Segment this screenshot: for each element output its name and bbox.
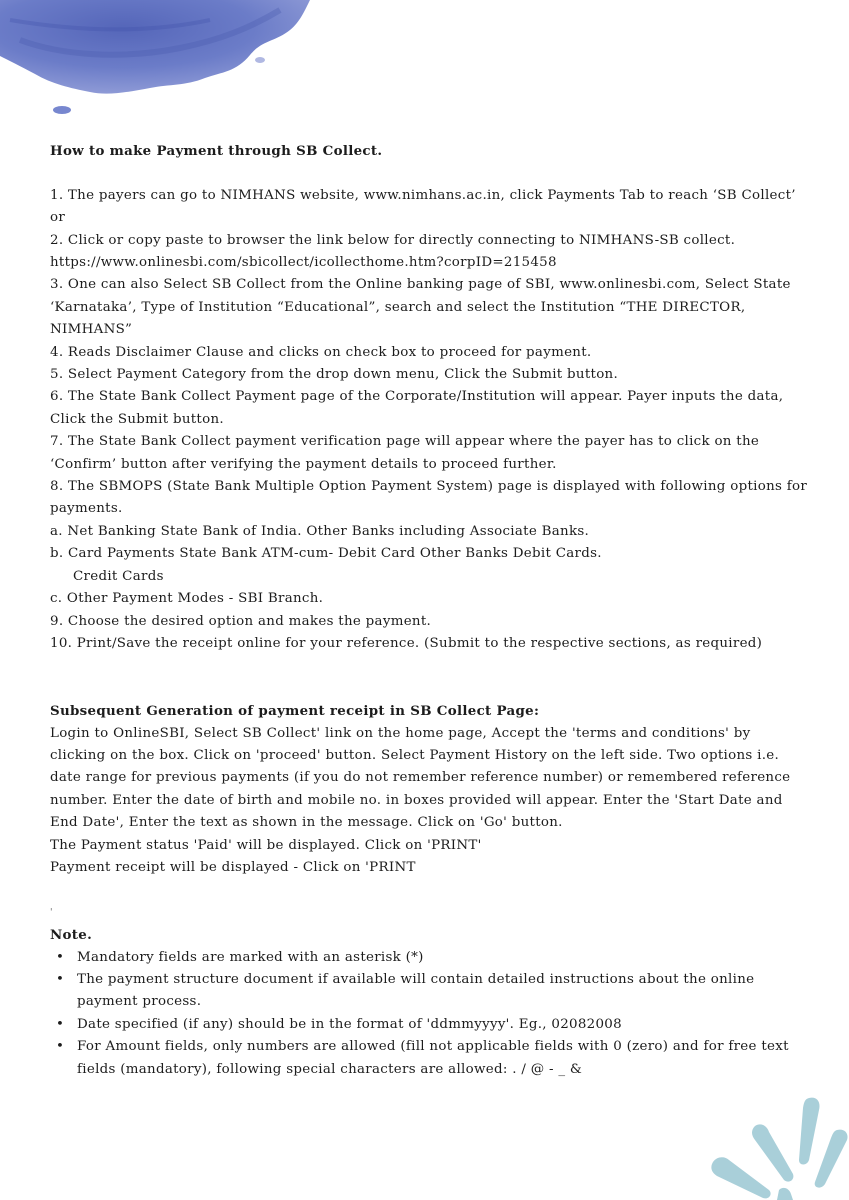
note-text: For Amount fields, only numbers are allowed (fill not applicable fields with 0 (zero) and for free text fields (mandatory), following special characters are allowed: . / @ - _ & <box>77 1039 789 1077</box>
step-10: 10. Print/Save the receipt online for your reference. (Submit to the respective sections, as required) <box>50 635 763 651</box>
step-1: 1. The payers can go to NIMHANS website, www.nimhans.ac.in, click Payments Tab to reach ‘SB Collect’ or <box>50 187 796 226</box>
section-heading-payment: How to make Payment through SB Collect. <box>50 143 383 159</box>
step-6: 6. The State Bank Collect Payment page of the Corporate/Institution will appear. Payer inputs the data, Click the Submit button. <box>50 389 784 427</box>
bullet-icon: • <box>56 971 65 987</box>
step-7: 7. The State Bank Collect payment verification page will appear where the payer has to click on the ‘Confirm’ button after verifying the payment details to proceed further. <box>50 434 760 472</box>
step-8: 8. The SBMOPS (State Bank Multiple Option Payment System) page is displayed with following options for payments. <box>50 479 808 517</box>
note-text: The payment structure document if available will contain detailed instructions about the online payment process. <box>77 971 755 1010</box>
brush-strokes-decoration <box>709 1090 849 1200</box>
step-8b: b. Card Payments State Bank ATM-cum- Debit Card Other Banks Debit Cards. <box>50 546 602 562</box>
note-item <box>50 969 810 1014</box>
bullet-icon: • <box>56 1039 65 1055</box>
paid-status-line: The Payment status 'Paid' will be displayed. Click on 'PRINT' <box>50 837 482 853</box>
receipt-display-line: Payment receipt will be displayed - Click on 'PRINT <box>50 859 416 875</box>
note-text: Mandatory fields are marked with an asterisk (*) <box>77 949 424 965</box>
step-5: 5. Select Payment Category from the drop down menu, Click the Submit button. <box>50 367 619 383</box>
step-9: 9. Choose the desired option and makes the payment. <box>50 613 432 629</box>
note-text: Date specified (if any) should be in the format of 'ddmmyyyy'. Eg., 02082008 <box>77 1016 622 1032</box>
note-heading: Note. <box>50 927 93 944</box>
step-8c: c. Other Payment Modes - SBI Branch. <box>50 591 324 607</box>
bullet-icon: • <box>56 949 65 965</box>
step-3: 3. One can also Select SB Collect from the Online banking page of SBI, www.onlinesbi.com, Select State ‘Karnataka’, Type of Institution “Educational”, search and select the Institution “THE DIRECTOR, NIMHANS” <box>50 277 791 338</box>
step-4: 4. Reads Disclaimer Clause and clicks on check box to proceed for payment. <box>50 344 592 360</box>
step-8b-credit-cards: Credit Cards <box>73 568 164 584</box>
stray-mark: ' <box>50 907 53 918</box>
note-item <box>50 947 810 969</box>
note-item <box>50 1014 810 1036</box>
notes-list <box>50 947 810 1081</box>
step-8a: a. Net Banking State Bank of India. Other Banks including Associate Banks. <box>50 523 590 539</box>
section-heading-receipt: Subsequent Generation of payment receipt in SB Collect Page: <box>50 703 540 720</box>
note-item <box>50 1036 810 1081</box>
watercolor-blob-decoration <box>0 0 320 130</box>
step-2: 2. Click or copy paste to browser the link below for directly connecting to NIMHANS-SB collect. https://www.onlinesbi.com/sbicollect/icollecthome.htm?corpID=215458 <box>50 232 736 271</box>
document-body <box>50 140 810 1081</box>
receipt-instructions: Login to OnlineSBI, Select SB Collect' link on the home page, Accept the 'terms and conditions' by clicking on the box. Click on 'proceed' button. Select Payment History on the left side. Two options i.e. date range for previous payments (if you do not remember reference number) or remembered reference number. Enter the date of birth and mobile no. in boxes provided will appear. Enter the 'Start Date and End Date', Enter the text as shown in the message. Click on 'Go' button. <box>50 725 791 831</box>
bullet-icon: • <box>56 1016 65 1032</box>
